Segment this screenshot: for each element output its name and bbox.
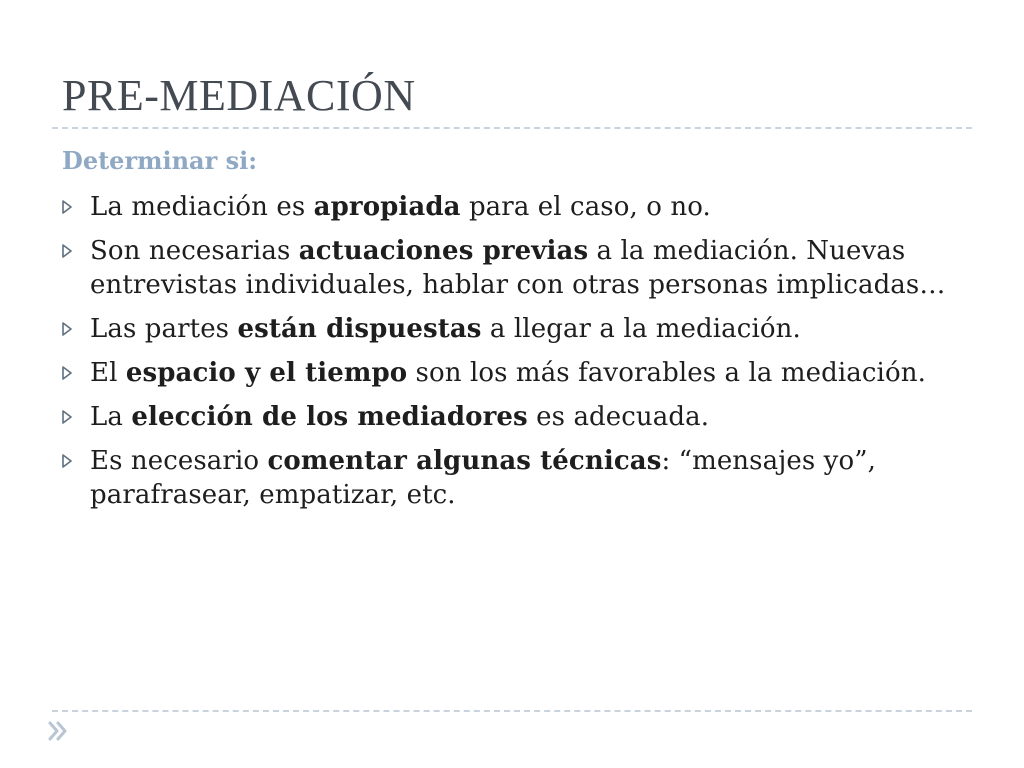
bullet-item xyxy=(62,312,962,346)
triangle-right-icon xyxy=(62,234,90,268)
bullet-text: La mediación es apropiada para el caso, o no. xyxy=(90,192,711,222)
footer-divider xyxy=(52,710,972,712)
triangle-right-icon xyxy=(62,444,90,478)
double-chevron-icon xyxy=(48,720,68,742)
triangle-right-icon xyxy=(62,190,90,224)
bullet-item xyxy=(62,400,962,434)
bullet-item xyxy=(62,234,962,302)
bullet-item xyxy=(62,444,962,512)
bullet-text: El espacio y el tiempo son los más favorables a la mediación. xyxy=(90,358,926,388)
bullet-text: Es necesario comentar algunas técnicas: “mensajes yo”, parafrasear, empatizar, etc. xyxy=(90,446,876,510)
bullet-text: Son necesarias actuaciones previas a la mediación. Nuevas entrevistas individuales, hablar con otras personas implicadas… xyxy=(90,236,946,300)
bullet-item xyxy=(62,190,962,224)
slide-subtitle: Determinar si: xyxy=(62,146,258,175)
bullet-item xyxy=(62,356,962,390)
title-divider xyxy=(52,127,972,129)
triangle-right-icon xyxy=(62,400,90,434)
triangle-right-icon xyxy=(62,356,90,390)
bullet-list xyxy=(62,190,962,522)
slide-title: PRE-MEDIACIÓN xyxy=(62,71,416,120)
bullet-text: La elección de los mediadores es adecuada. xyxy=(90,402,710,432)
bullet-text: Las partes están dispuestas a llegar a la mediación. xyxy=(90,314,801,344)
triangle-right-icon xyxy=(62,312,90,346)
